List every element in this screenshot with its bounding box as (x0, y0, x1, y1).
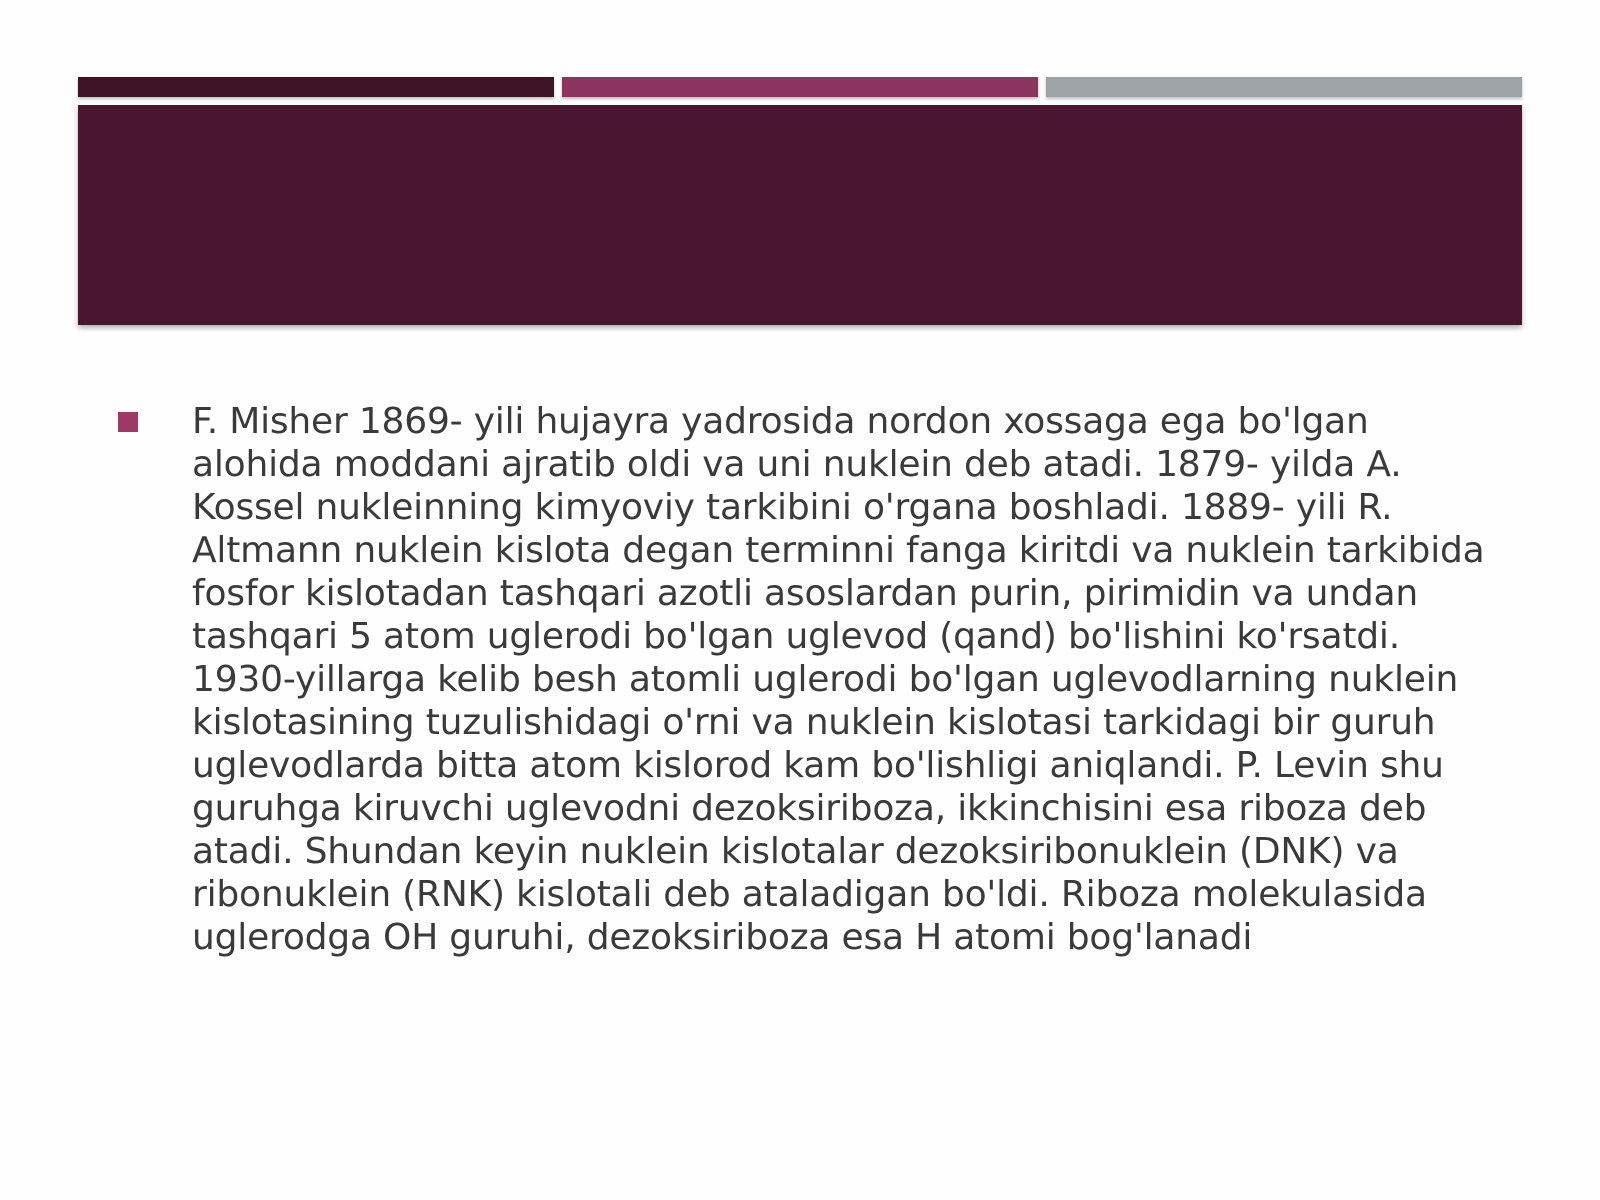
accent-bar-gray (1046, 77, 1522, 97)
accent-bar-dark (78, 77, 554, 97)
square-bullet-icon (118, 412, 138, 432)
bullet-text: F. Misher 1869- yili hujayra yadrosida nordon xossaga ega bo'lgan alohida moddani ajratib oldi va uni nuklein deb atadi. 1879- yilda A. Kossel nukleinning kimyoviy tarkibini o'rgana boshladi. 1889- yili R. Altmann nuklein kislota degan terminni fanga kiritdi va nuklein tarkibida fosfor kislotadan tashqari azotli asoslardan purin, pirimidin va undan tashqari 5 atom uglerodi bo'lgan uglevod (qand) bo'lishini ko'rsatdi. 1930-yillarga kelib besh atomli uglerodi bo'lgan uglevodlarning nuklein kislotasining tuzulishidagi o'rni va nuklein kislotasi tarkidagi bir guruh uglevodlarda bitta atom kislorod kam bo'lishligi aniqlandi. P. Levin shu guruhga kiruvchi uglevodni dezoksiriboza, ikkinchisini esa riboza deb atadi. Shundan keyin nuklein kislotalar dezoksiribonuklein (DNK) va ribonuklein (RNK) kislotali deb ataladigan bo'ldi. Riboza molekulasida uglerodga OH guruhi, dezoksiriboza esa H atomi bog'lanadi (192, 401, 1485, 958)
bullet-item (118, 400, 1488, 959)
content-area (118, 400, 1488, 959)
accent-bar-magenta (562, 77, 1038, 97)
title-block (78, 105, 1522, 325)
